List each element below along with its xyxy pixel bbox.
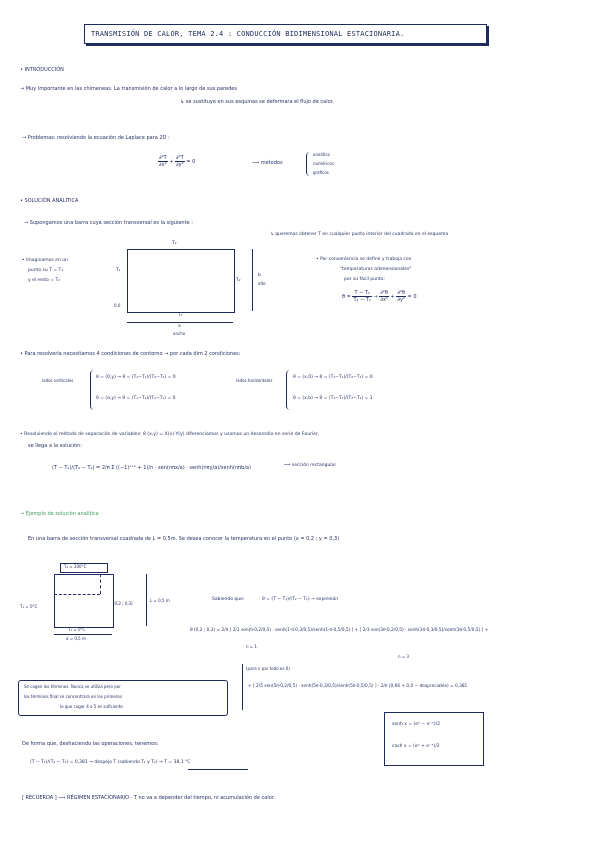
bc-3: θ = (x,0) → θ = (T₁−T₁)/(T₂−T₁) = 0: [293, 375, 373, 380]
diagram-label-width: a: [178, 324, 181, 329]
example-datos: Sabiendo que:: [212, 597, 245, 602]
diagram-label-right: T₂: [236, 278, 241, 283]
example-width-line: [54, 634, 112, 635]
analytic-line-1: → Supongamos una barra cuya sección transversal es la siguiente :: [24, 220, 193, 226]
final-equation: (T − T₁)/(T₂ − T₁) = 0,381 → despejo T (sabiendo T₁ y T₂) → T = 38,1 °C: [30, 760, 191, 765]
example-heading: → Ejemplo de solución analítica: [20, 511, 99, 517]
example-height: L = 0,5 m: [150, 598, 170, 603]
laplace-equation: $\frac{\text{∂²T}}{\text{∂x²}}$ + $\frac{\text{∂²T}}{\text{∂y²}}$ = 0: [159, 155, 196, 168]
example-statement: En una barra de sección transversal cuadrada de L = 0,5m. Se desea conocer la temperatura en el punto (x = 0,2 ; y = 0,3): [28, 536, 340, 542]
separation-line-1: • Resolviendo el método de separación de variables: θ (x,y) = X(x)·Y(y) diferenciamos y usamos un desarrollo en serie de Fourier,: [20, 432, 320, 437]
intro-heading: INTRODUCCIÓN: [24, 67, 64, 73]
bc-4: θ = (x,b) → θ = (T₂−T₁)/(T₂−T₁) = 1: [293, 396, 373, 401]
example-height-line: [146, 574, 147, 626]
height-dimension-line: [252, 249, 253, 311]
example-t-top: T₂ = 200°C: [64, 564, 87, 569]
methods-brace: [306, 152, 312, 176]
final-underline: [188, 757, 248, 770]
left-note-3: y el resto = T₂: [28, 278, 61, 283]
diagram-label-left: T₁: [116, 268, 121, 273]
example-square: [54, 574, 114, 628]
analytic-annotation: ↳ queremos obtener T en cualquier punto interior del cuadrado en el esquema: [270, 232, 449, 237]
series-n1: n = 1: [246, 644, 257, 649]
left-note-2: punto su T = T₁: [28, 268, 64, 273]
theta-equation: θ = $\frac{\text{T − T₁}}{\text{T₂ − T₁}}$ → $\frac{\text{∂²θ}}{\text{∂x²}}$ + $\frac{\text{∂²θ}}{\text{∂y²}}$ = 0: [342, 290, 417, 303]
example-point: (0,2 ; 0,3): [113, 601, 133, 606]
left-note-1: • Imaginamos en un: [22, 258, 68, 263]
diagram-label-side-sub: alto: [258, 281, 266, 286]
series-bracket: [242, 664, 245, 710]
side-note-1: Se cogen los términos. Nunca se utiliza pero por: [24, 684, 121, 689]
point-guide-h: [54, 594, 100, 595]
bc-2: θ = (a,y) → θ = (T₁−T₁)/(T₂−T₁) = 0: [96, 396, 176, 401]
page-title: TRANSMISIÓN DE CALOR, TEMA 2.4 : CONDUCCIÓN BIDIMENSIONAL ESTACIONARIA.: [91, 30, 405, 38]
right-note-1: • Por conveniencia se define y trabaja con: [316, 257, 412, 262]
intro-heading-row: [20, 67, 64, 73]
analytic-heading: SOLUCIÓN ANALÍTICA: [24, 198, 79, 204]
methods-arrow: ⟹ métodos: [252, 160, 283, 166]
diagram-label-bottom: T₁: [178, 313, 183, 318]
laplace-term-2: $\frac{\text{∂²T}}{\text{∂y²}}$: [176, 155, 184, 168]
example-width: a = 0,5 m: [66, 636, 86, 641]
example-series-2: + [ 2/5 sen(5π·0,2/0,5) · senh(5π·0,3/0,5)/senh(5π·0,5/0,5) ] · 2/π (0,66 + 0,0 − despreciable) = 0,381: [248, 684, 468, 689]
bc-left-label: lados verticales: [42, 378, 74, 383]
width-dimension-line: [127, 322, 233, 323]
side-note-2: los términos final se concentrara en los primeros: [24, 694, 122, 699]
senh-definition: senh x = (eˣ − e⁻ˣ)/2: [392, 722, 440, 727]
diagram-label-width-sub: ancho: [173, 331, 186, 336]
section-diagram: [127, 249, 235, 313]
laplace-term-1: $\frac{\text{∂²T}}{\text{∂x²}}$: [159, 155, 167, 168]
separation-line-2: se llega a la solución:: [28, 443, 82, 449]
analytic-heading-row: [20, 198, 78, 204]
cosh-definition: cosh x = (eˣ + e⁻ˣ)/2: [392, 744, 440, 749]
bullet: •: [20, 67, 25, 73]
hyperbolic-box: [384, 712, 484, 766]
point-guide-v: [100, 574, 101, 594]
example-series-1: θ (0,2 ; 0,3) = 2/π [ 2/1 sen(π·0,2/0,5) · senh(1·π·0,3/0,5)/senh(1·π·0,5/0,5) ] + [ 2/3 sen(3π·0,2/0,5) · senh(3π·0,3/0,5)/senh(3π·0,5/0,5) ] +: [190, 628, 489, 633]
bc-intro: • Para resolverla necesitamos 4 condiciones de contorno → por cada dim 2 condiciones:: [20, 351, 241, 357]
solution-equation: (T − T₁)/(T₂ − T₁) = 2/π Σ ((−1)ⁿ⁺¹ + 1)/n · sen(nπx/a) · senh(nπy/a)/senh(nπb/a): [52, 465, 251, 471]
method-graphic: gráficos: [313, 170, 329, 175]
example-t-left: T₁ = 0°C: [20, 604, 38, 609]
series-n3: n = 3: [398, 654, 409, 659]
intro-line-3: → Problemas: resolviendo la ecuación de Laplace para 2D :: [22, 135, 170, 141]
intro-line-1: → Muy importante en las chimeneas. La transmisión de calor a lo largo de sus paredes: [20, 86, 237, 92]
intro-line-2: ↳ se sustituye en sus esquinas se deformara el flujo de calor.: [180, 99, 334, 105]
remember-note: [ RECUERDA ] ⟹ RÉGIMEN ESTACIONARIO · T no va a depender del tiempo, ni acumulación de calor.: [22, 795, 275, 801]
final-line: De forma que, deshaciendo las operaciones, tenemos:: [22, 741, 159, 747]
diagram-origin: 0,0: [114, 303, 121, 308]
title-box: [84, 24, 487, 44]
diagram-label-side: b: [258, 273, 261, 278]
bullet: •: [20, 198, 25, 204]
bc-right-label: lados horizontales: [236, 378, 273, 383]
method-numeric: numéricos: [313, 161, 334, 166]
diagram-label-top: T₂: [172, 241, 177, 246]
solution-note: ⟹ sección rectangular: [284, 463, 337, 468]
bc-1: θ = (0,y) → θ = (T₁−T₁)/(T₂−T₁) = 0: [96, 375, 176, 380]
side-note-3: lo que coger 4 o 5 es suficiente: [60, 704, 123, 709]
right-note-3: por su fácil punto:: [344, 277, 385, 282]
example-theta-def: θ = (T − T₁)/(T₂ − T₁) → expresión: [262, 597, 339, 602]
even-note: (para n par todo es 0): [246, 666, 290, 671]
example-t-bottom: T₁ = 0°C: [68, 627, 86, 632]
method-analytic: analítico: [313, 152, 330, 157]
right-note-2: "temperaturas adimensionales": [340, 267, 412, 272]
bc-right-brace: [286, 370, 292, 410]
